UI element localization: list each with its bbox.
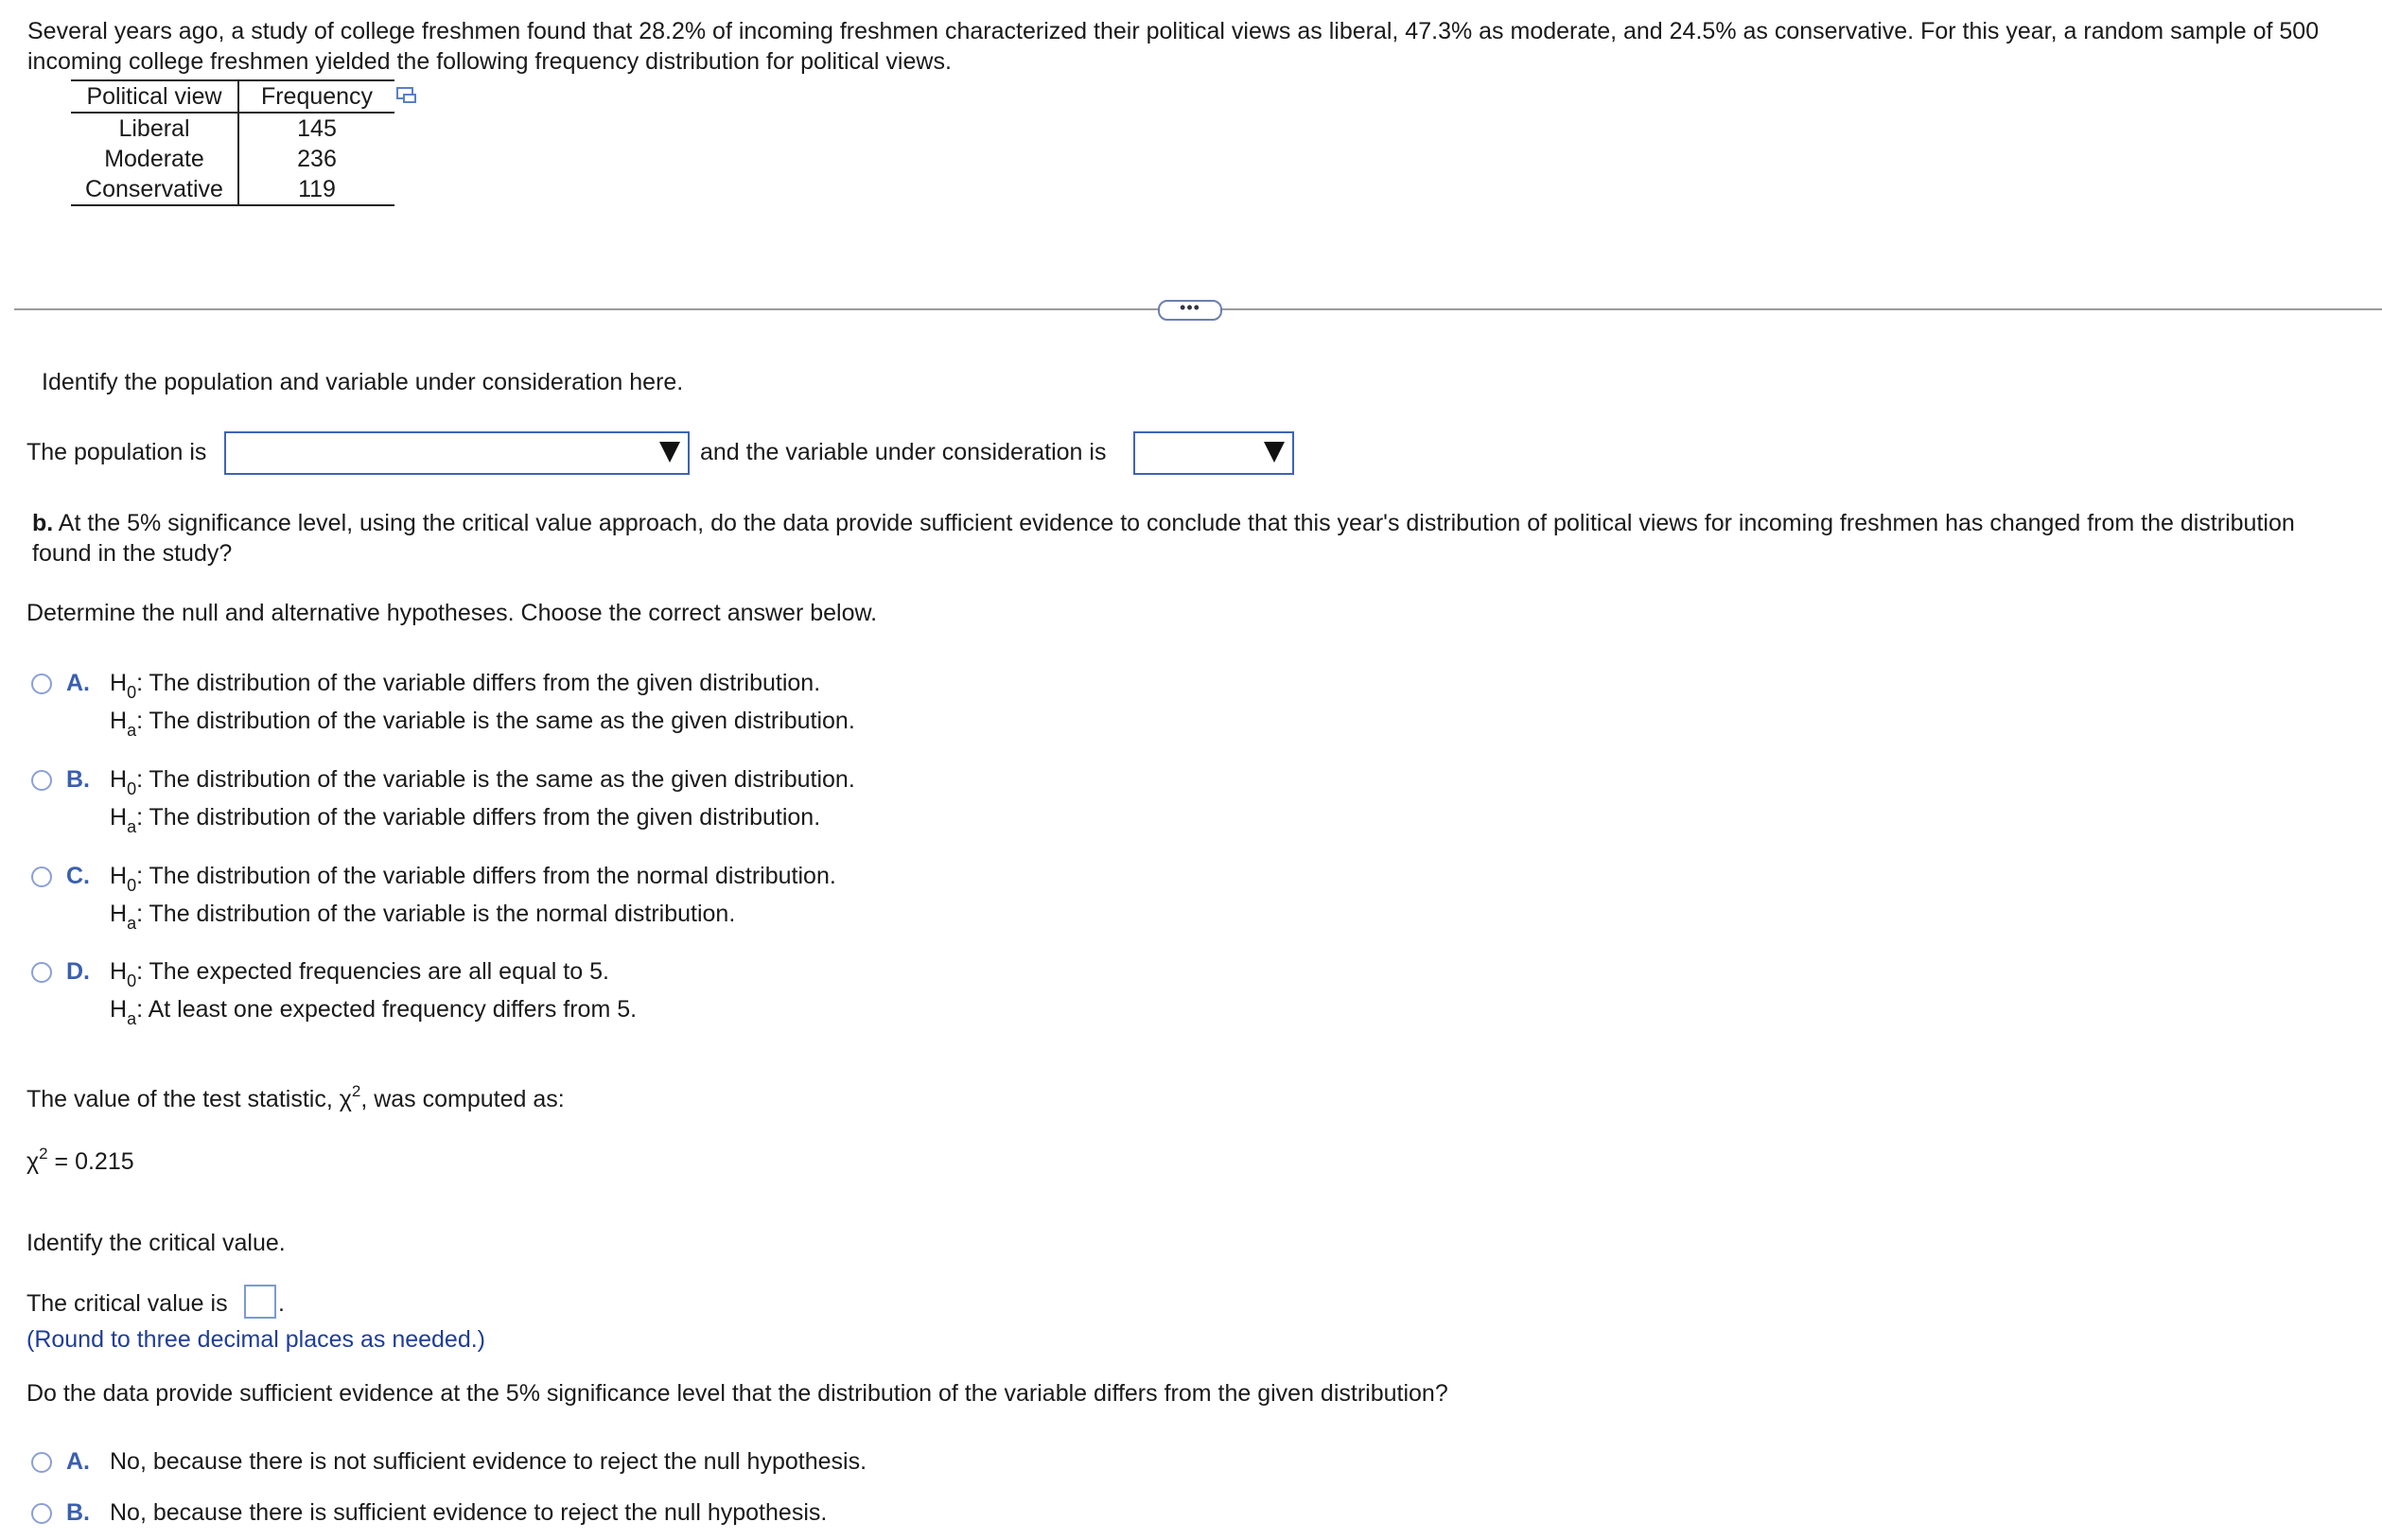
ha-symbol: H: [110, 996, 128, 1023]
option-b-ha[interactable]: [110, 804, 821, 836]
critical-value-label: The critical value is: [26, 1290, 228, 1317]
option-d-h0-text: : The expected frequencies are all equal to 5.: [136, 958, 609, 985]
critical-value-period: .: [278, 1290, 285, 1317]
table-cell: Liberal: [71, 113, 238, 144]
critical-value-prompt: Identify the critical value.: [26, 1230, 286, 1256]
ha-symbol: H: [110, 708, 128, 734]
h0-symbol: H: [110, 958, 128, 985]
h0-subscript: 0: [127, 779, 137, 798]
table-cell: 145: [297, 114, 337, 142]
option-c-h0-text: : The distribution of the variable differs from the normal distribution.: [136, 863, 836, 889]
option-c-letter: C.: [66, 863, 90, 889]
h0-symbol: H: [110, 863, 128, 889]
test-statistic-prompt-end: , was computed as:: [360, 1086, 565, 1112]
evidence-option-a-letter: A.: [66, 1448, 90, 1475]
chi-square-superscript: 2: [351, 1082, 361, 1100]
test-statistic-prompt-text: The value of the test statistic, χ: [26, 1086, 352, 1112]
table-cell: 119: [238, 174, 394, 205]
ha-subscript: a: [127, 914, 137, 933]
part-a-prompt: Identify the population and variable under consideration here.: [42, 369, 684, 395]
option-d-ha[interactable]: [110, 996, 638, 1028]
part-b-letter: b.: [32, 510, 54, 536]
population-label: The population is: [26, 439, 207, 465]
option-c-h0[interactable]: [110, 863, 836, 895]
copy-icon[interactable]: [396, 87, 417, 104]
evidence-option-a-radio[interactable]: [31, 1452, 52, 1473]
h0-symbol: H: [110, 766, 128, 793]
hypotheses-prompt: Determine the null and alternative hypotheses. Choose the correct answer below.: [26, 600, 878, 626]
ha-subscript: a: [127, 1009, 137, 1028]
dropdown-arrow-icon: [1264, 442, 1285, 463]
option-a-letter: A.: [66, 670, 90, 696]
table-row: [71, 144, 394, 174]
part-b-question-text: At the 5% significance level, using the critical value approach, do the data provide sufficient evidence to conclude that this year's distribution of political views for incoming freshmen has changed from the distribution found in the study?: [32, 510, 2295, 567]
expand-more-button[interactable]: •••: [1158, 300, 1222, 321]
option-a-h0-text: : The distribution of the variable differs from the given distribution.: [136, 670, 821, 696]
h0-subscript: 0: [127, 971, 137, 990]
table-row: [71, 174, 394, 205]
option-d-radio[interactable]: [31, 962, 52, 983]
evidence-option-b-radio[interactable]: [31, 1503, 52, 1524]
h0-symbol: H: [110, 670, 128, 696]
table-header-row: [71, 80, 394, 113]
chi-symbol: χ: [26, 1148, 40, 1175]
critical-value-input[interactable]: [244, 1285, 276, 1319]
round-note: (Round to three decimal places as needed.): [26, 1326, 486, 1353]
h0-subscript: 0: [127, 876, 137, 895]
evidence-option-b-letter: B.: [66, 1499, 90, 1526]
option-a-h0[interactable]: [110, 670, 821, 702]
variable-select[interactable]: [1133, 431, 1294, 475]
ha-subscript: a: [127, 817, 137, 836]
dropdown-arrow-icon: [659, 442, 680, 463]
frequency-table: [71, 79, 394, 206]
problem-intro: Several years ago, a study of college freshmen found that 28.2% of incoming freshmen characterized their political views as liberal, 47.3% as moderate, and 24.5% as conservative. For this year, a random sample of 500 incoming college freshmen yielded the following frequency distribution for political views.: [27, 18, 2320, 75]
option-b-h0[interactable]: [110, 766, 855, 798]
evidence-question: Do the data provide sufficient evidence at the 5% significance level that the distribution of the variable differs from the given distribution?: [26, 1380, 1448, 1407]
evidence-option-a-text[interactable]: No, because there is not sufficient evidence to reject the null hypothesis.: [110, 1448, 867, 1475]
option-c-radio[interactable]: [31, 866, 52, 887]
option-a-radio[interactable]: [31, 674, 52, 694]
table-cell: 236: [297, 145, 337, 172]
option-d-ha-text: : At least one expected frequency differs from 5.: [136, 996, 638, 1023]
test-statistic-prompt: [26, 1082, 565, 1113]
test-statistic-value: [26, 1145, 134, 1176]
option-a-ha[interactable]: [110, 708, 855, 740]
option-c-ha-text: : The distribution of the variable is the normal distribution.: [136, 901, 736, 927]
ha-subscript: a: [127, 721, 137, 740]
option-d-h0[interactable]: [110, 958, 609, 990]
option-b-radio[interactable]: [31, 770, 52, 791]
table-row: [71, 113, 394, 144]
part-b-question: [32, 508, 2350, 569]
option-b-ha-text: : The distribution of the variable differs from the given distribution.: [136, 804, 821, 831]
option-d-letter: D.: [66, 958, 90, 985]
ha-symbol: H: [110, 804, 128, 831]
option-a-ha-text: : The distribution of the variable is the same as the given distribution.: [136, 708, 855, 734]
chi-square-value: = 0.215: [47, 1148, 134, 1175]
option-b-h0-text: : The distribution of the variable is the same as the given distribution.: [136, 766, 855, 793]
table-cell: Conservative: [71, 174, 238, 205]
table-header: Frequency: [238, 80, 394, 113]
table-header: Political view: [71, 80, 238, 113]
h0-subscript: 0: [127, 683, 137, 702]
ha-symbol: H: [110, 901, 128, 927]
option-b-letter: B.: [66, 766, 90, 793]
table-cell: Moderate: [71, 144, 238, 174]
population-select[interactable]: [224, 431, 690, 475]
chi-square-superscript: 2: [39, 1145, 48, 1163]
variable-label: and the variable under consideration is: [700, 439, 1107, 465]
evidence-option-b-text[interactable]: No, because there is sufficient evidence to reject the null hypothesis.: [110, 1499, 828, 1526]
option-c-ha[interactable]: [110, 901, 736, 933]
